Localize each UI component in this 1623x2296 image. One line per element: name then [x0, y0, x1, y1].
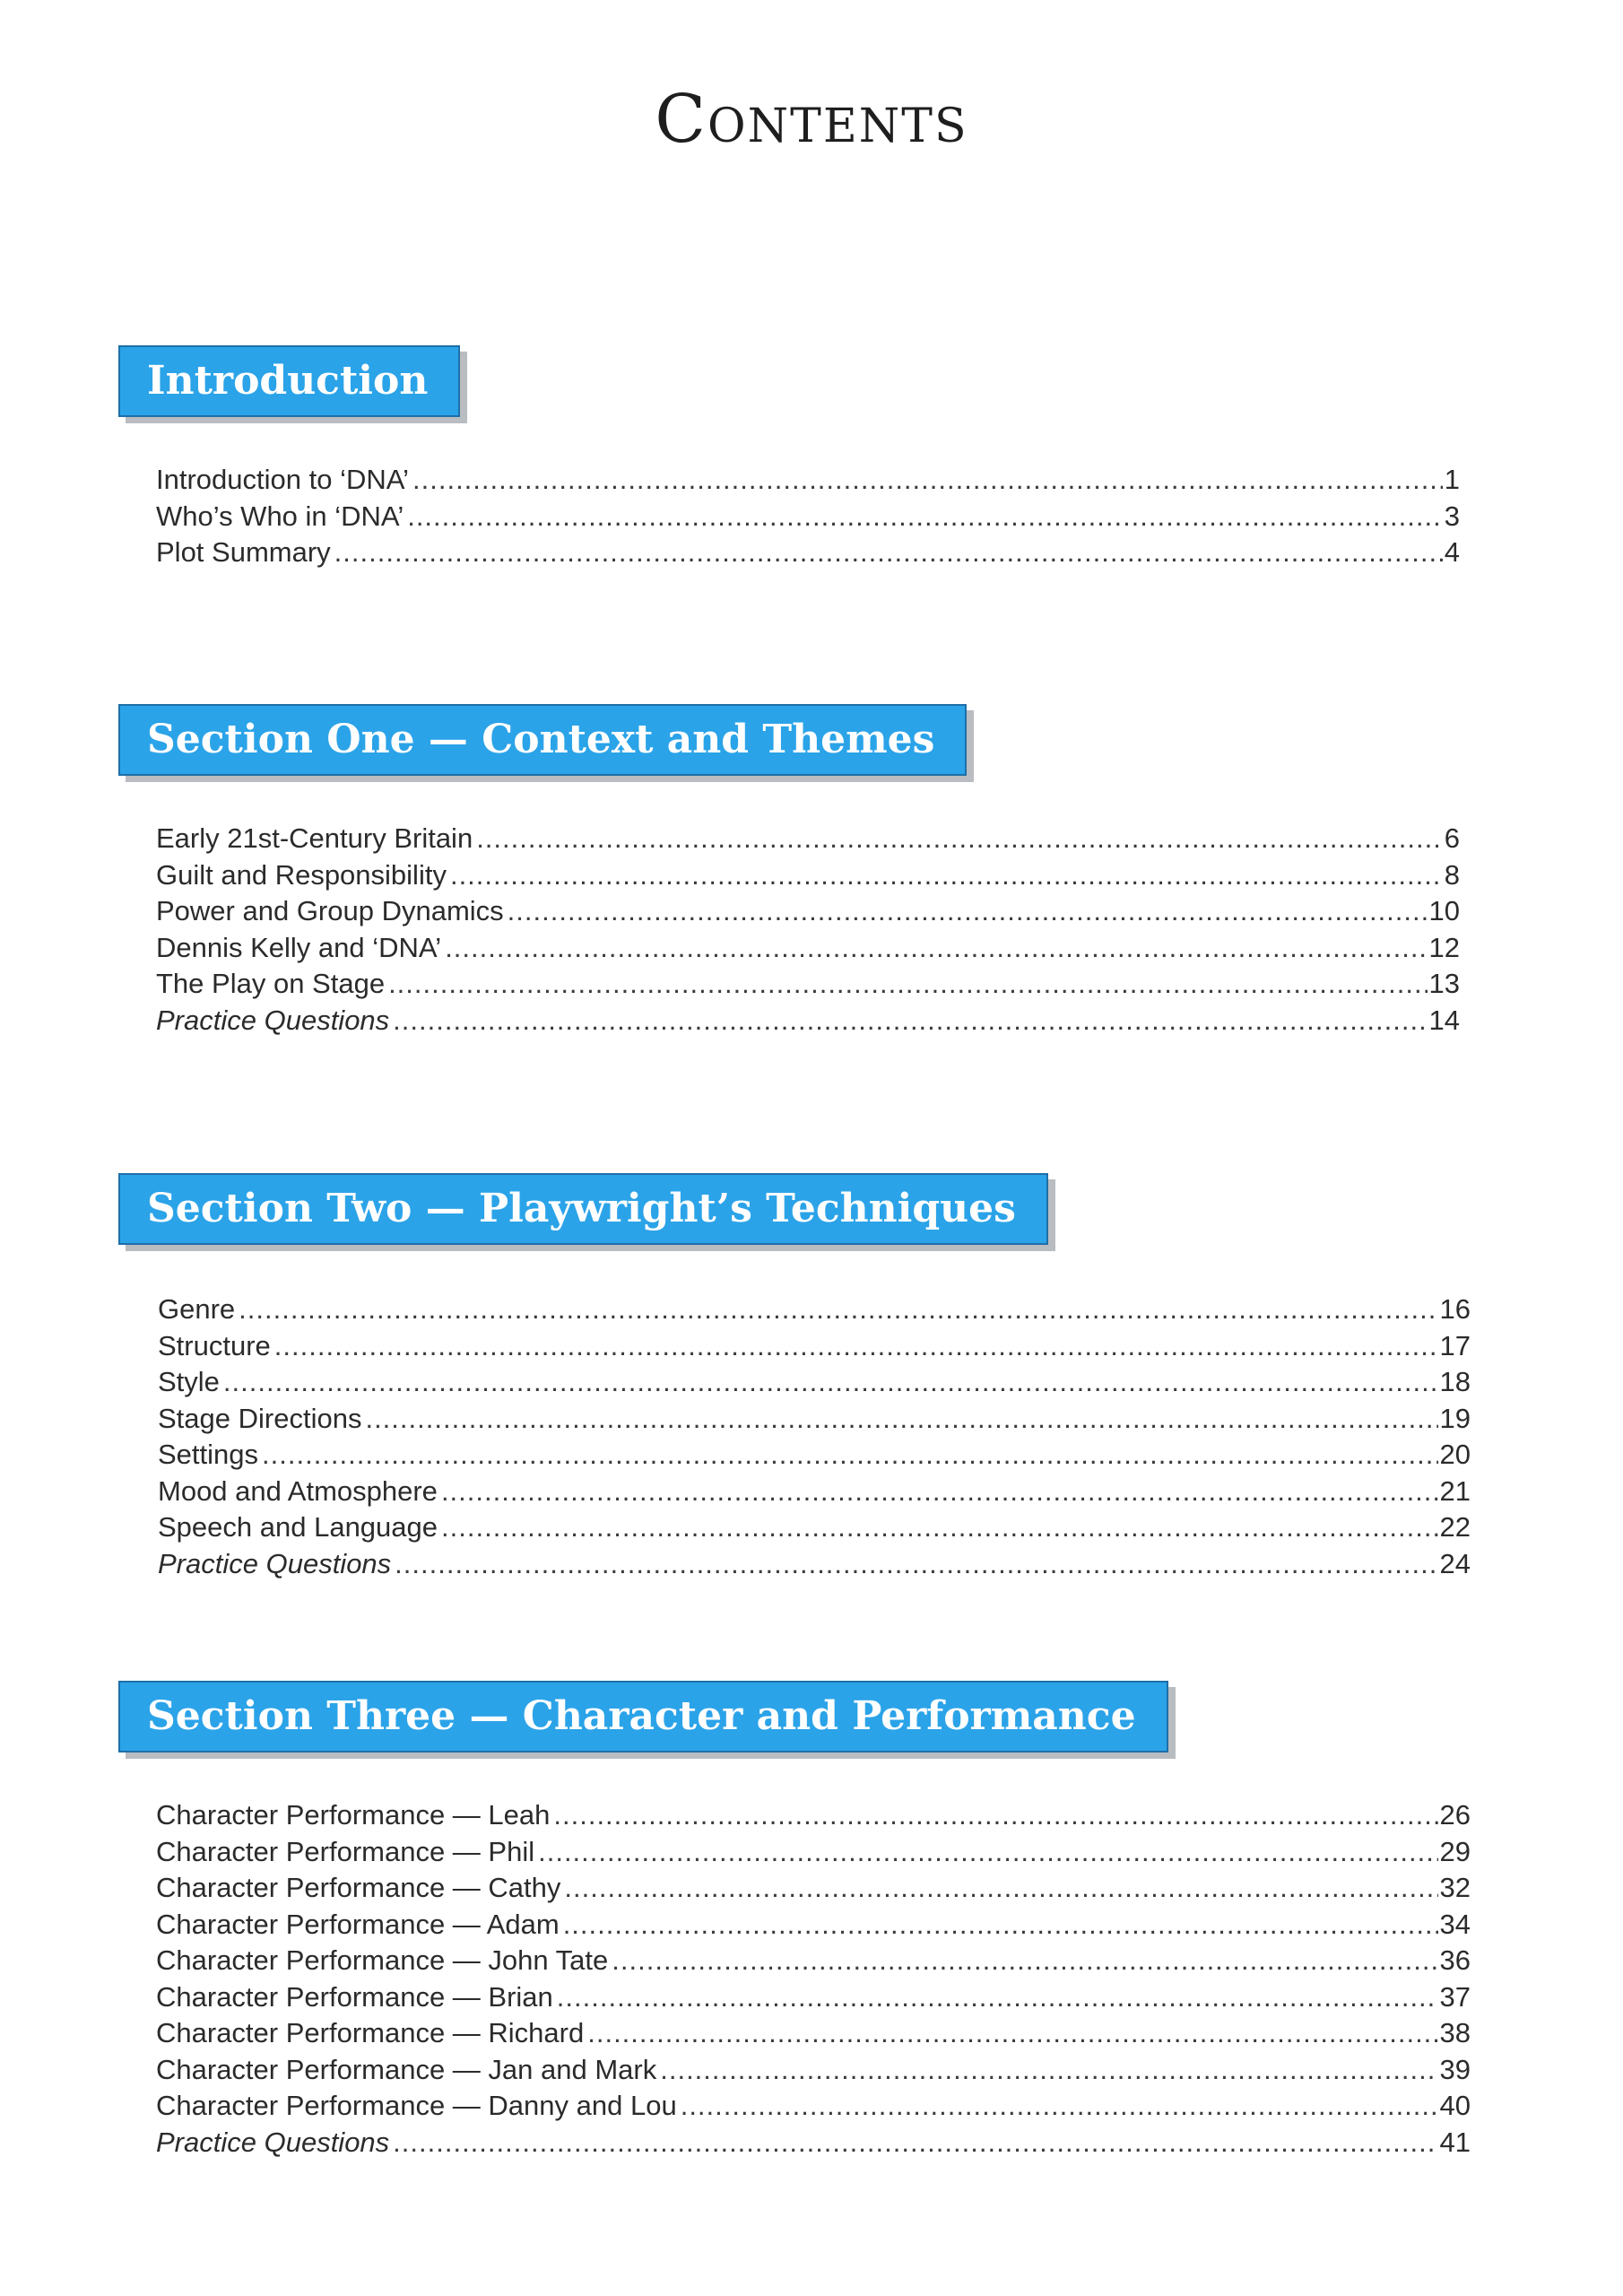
toc-entry[interactable] [156, 1979, 1471, 2016]
toc-entry-page: 21 [1439, 1474, 1471, 1507]
dot-leader [557, 1979, 1438, 2016]
dot-leader [393, 2125, 1437, 2161]
dot-leader [365, 1401, 1437, 1438]
dot-leader [563, 1907, 1438, 1944]
dot-leader [553, 1797, 1437, 1834]
toc-entry-label: Character Performance — Brian [156, 1980, 553, 2013]
toc-entry-page: 40 [1439, 2090, 1471, 2121]
toc-entry-label: Practice Questions [156, 1004, 390, 1036]
toc-entry[interactable] [156, 1907, 1471, 1944]
toc-list [156, 1797, 1471, 2161]
toc-entry-label: Dennis Kelly and ‘DNA’ [156, 931, 442, 963]
toc-entry-page: 20 [1439, 1439, 1471, 1470]
toc-entry[interactable] [158, 1401, 1471, 1438]
toc-entry[interactable] [158, 1437, 1471, 1474]
toc-entry-label: Character Performance — Leah [156, 1799, 551, 1831]
toc-entry-label: Character Performance — Phil [156, 1835, 535, 1867]
toc-entry[interactable] [156, 2125, 1471, 2161]
dot-leader [450, 857, 1443, 894]
toc-entry-page: 10 [1428, 895, 1460, 926]
toc-entry[interactable] [156, 857, 1460, 894]
toc-entry-page: 29 [1439, 1835, 1471, 1867]
dot-leader [262, 1437, 1438, 1474]
toc-entry[interactable] [156, 1003, 1460, 1039]
toc-entry-page: 38 [1439, 2017, 1471, 2048]
toc-entry[interactable] [156, 1870, 1471, 1907]
dot-leader [681, 2088, 1438, 2125]
toc-entry-label: Speech and Language [158, 1511, 438, 1543]
toc-entry-page: 39 [1439, 2053, 1471, 2085]
toc-entry-label: Power and Group Dynamics [156, 895, 504, 926]
toc-entry-page: 12 [1428, 931, 1460, 963]
toc-entry[interactable] [156, 1943, 1471, 1979]
dot-leader [239, 1292, 1437, 1328]
toc-entry-label: The Play on Stage [156, 968, 386, 999]
dot-leader [407, 499, 1443, 535]
toc-entry-page: 22 [1439, 1511, 1471, 1543]
dot-leader [508, 893, 1428, 930]
toc-entry-page: 13 [1428, 968, 1460, 999]
toc-entry[interactable] [156, 1834, 1471, 1871]
toc-entry-label: Character Performance — Adam [156, 1908, 560, 1940]
toc-entry-label: Character Performance — John Tate [156, 1944, 609, 1976]
dot-leader [334, 535, 1443, 571]
section-header: Section Three — Character and Performance [118, 1681, 1168, 1752]
toc-entry-page: 37 [1439, 1980, 1471, 2013]
toc-entry[interactable] [156, 1797, 1471, 1834]
toc-entry-page: 1 [1444, 464, 1460, 495]
toc-entry-page: 16 [1439, 1293, 1471, 1325]
toc-entry-page: 18 [1439, 1366, 1471, 1397]
toc-list [156, 462, 1460, 571]
toc-entry-page: 26 [1439, 1799, 1471, 1831]
dot-leader [476, 821, 1443, 857]
toc-entry[interactable] [156, 462, 1460, 499]
toc-entry-label: Genre [158, 1293, 236, 1325]
toc-entry-page: 3 [1444, 500, 1460, 532]
toc-entry[interactable] [156, 535, 1460, 571]
toc-entry-label: Early 21st-Century Britain [156, 822, 473, 854]
dot-leader [660, 2052, 1437, 2089]
toc-entry[interactable] [158, 1364, 1471, 1401]
dot-leader [388, 966, 1427, 1003]
toc-entry-label: Settings [158, 1439, 259, 1470]
toc-entry[interactable] [156, 821, 1460, 857]
toc-entry[interactable] [156, 499, 1460, 535]
toc-entry-label: Character Performance — Jan and Mark [156, 2053, 657, 2085]
section-header: Section Two — Playwright’s Techniques [118, 1173, 1048, 1245]
page-title: Contents [655, 81, 968, 158]
section-header: Introduction [118, 345, 460, 417]
dot-leader [445, 930, 1427, 967]
toc-entry-page: 8 [1444, 858, 1460, 891]
dot-leader [393, 1003, 1427, 1039]
toc-entry-label: Structure [158, 1329, 271, 1361]
dot-leader [223, 1364, 1438, 1401]
toc-list [156, 821, 1460, 1039]
toc-entry-page: 6 [1444, 822, 1460, 854]
toc-entry-label: Character Performance — Richard [156, 2017, 585, 2048]
toc-entry-page: 14 [1428, 1004, 1460, 1036]
toc-entry-page: 17 [1439, 1329, 1471, 1361]
dot-leader [587, 2015, 1437, 2052]
toc-entry[interactable] [156, 893, 1460, 930]
toc-entry[interactable] [156, 2052, 1471, 2089]
toc-entry[interactable] [158, 1474, 1471, 1510]
toc-entry[interactable] [158, 1292, 1471, 1328]
toc-entry-label: Practice Questions [156, 2126, 390, 2158]
dot-leader [441, 1509, 1438, 1546]
section-two [118, 1173, 1481, 1582]
toc-entry-label: Style [158, 1366, 220, 1397]
dot-leader [612, 1943, 1437, 1979]
dot-leader [395, 1546, 1437, 1583]
toc-entry-label: Guilt and Responsibility [156, 858, 447, 891]
toc-entry[interactable] [156, 2088, 1471, 2125]
dot-leader [538, 1834, 1437, 1871]
toc-entry-label: Stage Directions [158, 1402, 362, 1434]
dot-leader [412, 462, 1443, 499]
toc-entry[interactable] [158, 1509, 1471, 1546]
toc-entry-page: 4 [1444, 536, 1460, 568]
toc-entry-label: Character Performance — Danny and Lou [156, 2090, 677, 2121]
section-introduction [118, 345, 1481, 571]
toc-entry-label: Introduction to ‘DNA’ [156, 464, 409, 495]
toc-entry-page: 32 [1439, 1872, 1471, 1903]
section-header: Section One — Context and Themes [118, 704, 967, 776]
toc-entry[interactable] [158, 1546, 1471, 1583]
toc-entry[interactable] [156, 930, 1460, 967]
toc-list [158, 1292, 1471, 1582]
toc-entry-page: 41 [1439, 2126, 1471, 2158]
dot-leader [274, 1328, 1438, 1365]
toc-entry-label: Mood and Atmosphere [158, 1474, 438, 1507]
section-one [118, 704, 1481, 1039]
toc-entry-page: 34 [1439, 1908, 1471, 1940]
toc-entry-page: 24 [1439, 1547, 1471, 1579]
dot-leader [441, 1474, 1438, 1510]
toc-entry-label: Character Performance — Cathy [156, 1872, 561, 1903]
toc-entry-label: Practice Questions [158, 1547, 392, 1579]
toc-entry-label: Who’s Who in ‘DNA’ [156, 500, 404, 532]
toc-entry[interactable] [156, 966, 1460, 1003]
toc-entry-page: 19 [1439, 1402, 1471, 1434]
toc-entry[interactable] [156, 2015, 1471, 2052]
toc-entry-page: 36 [1439, 1944, 1471, 1976]
section-three [118, 1681, 1481, 2161]
dot-leader [564, 1870, 1437, 1907]
toc-entry-label: Plot Summary [156, 536, 331, 568]
toc-entry[interactable] [158, 1328, 1471, 1365]
